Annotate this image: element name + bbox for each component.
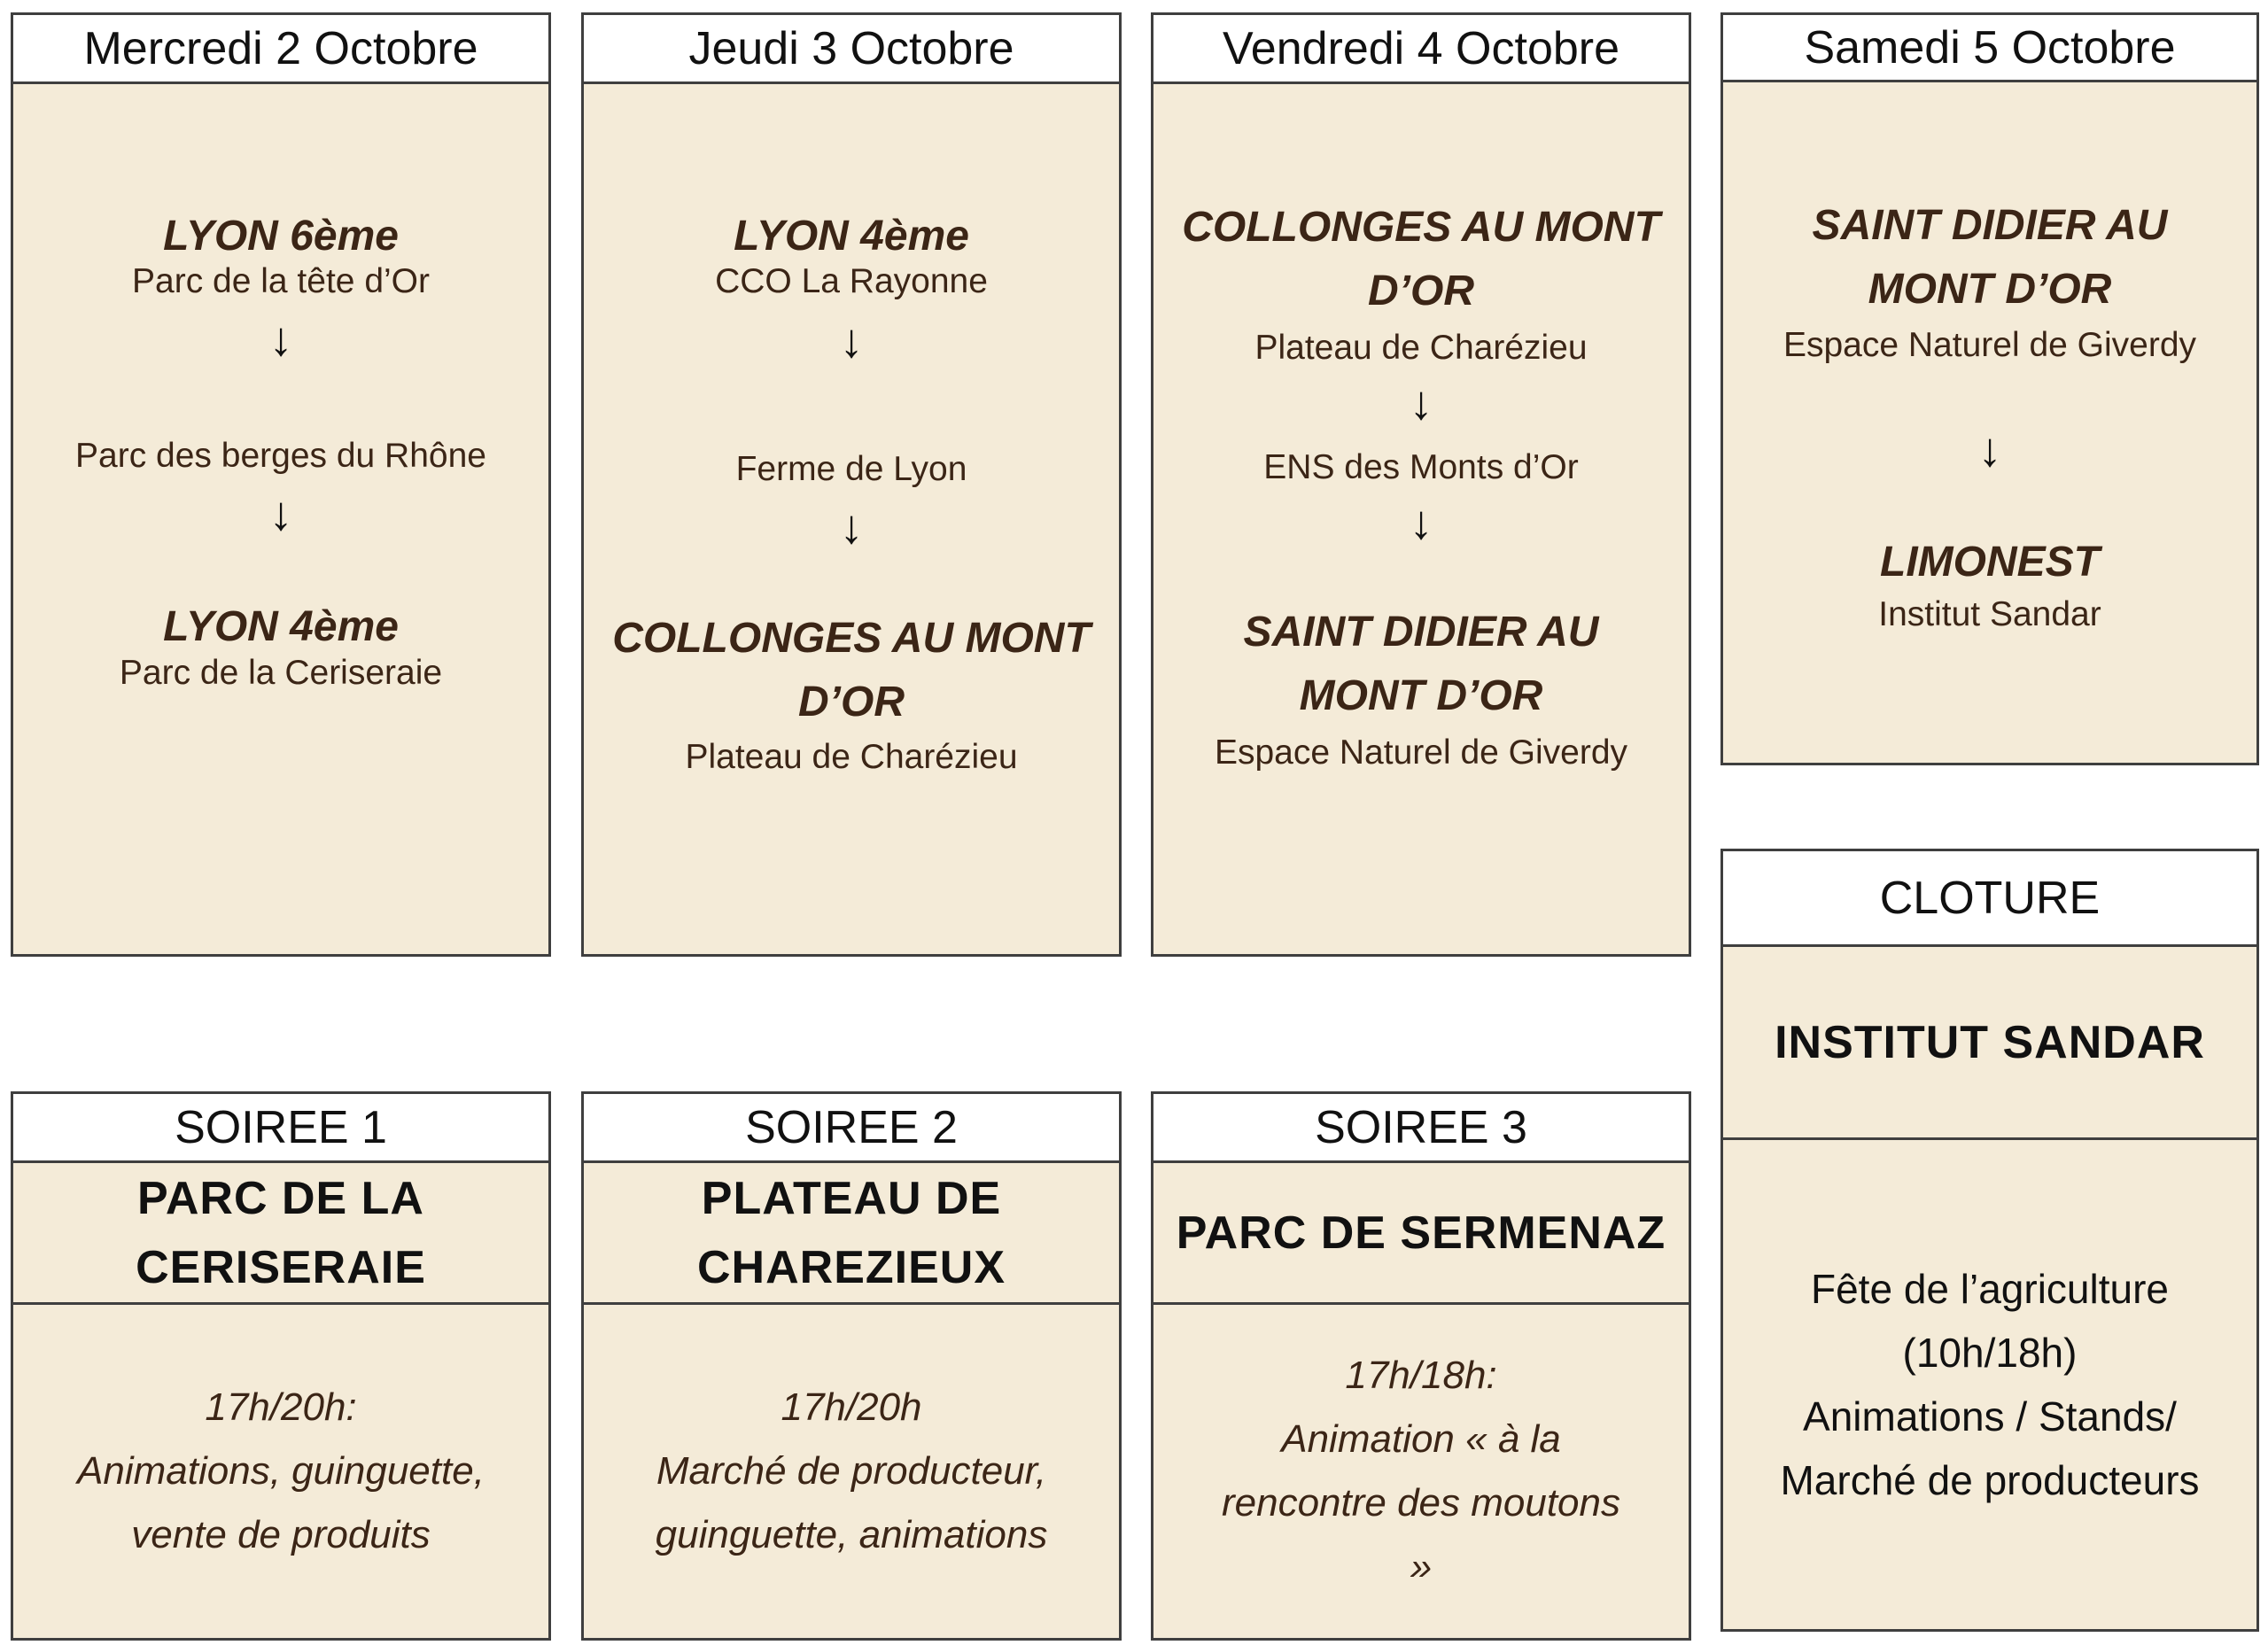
evening-details: [584, 1305, 1119, 1638]
closing-line-market: Marché de producteurs: [1780, 1457, 2200, 1503]
stop-place: Espace Naturel de Giverdy: [1783, 326, 2197, 364]
day-body: [1723, 82, 2256, 763]
evening-venue: PLATEAU DE CHAREZIEUX: [584, 1163, 1119, 1305]
evening-header: SOIREE 2: [584, 1094, 1119, 1163]
stop-city: COLLONGES AU MONT D’OR: [612, 615, 1091, 726]
stop-city: COLLONGES AU MONT D’OR: [1182, 204, 1660, 314]
stop-place: Plateau de Charézieu: [685, 738, 1018, 776]
stop-place: Parc de la Ceriseraie: [119, 654, 443, 692]
day-card-jeudi: [581, 12, 1122, 957]
stop-place: CCO La Rayonne: [715, 262, 988, 300]
closing-line-activities: Animations / Stands/: [1803, 1393, 2177, 1439]
stop-city: LYON 4ème: [734, 213, 969, 260]
stop-city: LIMONEST: [1880, 539, 2100, 586]
down-arrow-icon: ↓: [839, 500, 864, 554]
day-header: Jeudi 3 Octobre: [584, 15, 1119, 84]
evening-time: 17h/20h: [781, 1385, 922, 1429]
evening-time: 17h/18h:: [1345, 1354, 1497, 1397]
day-body: [13, 84, 548, 954]
closing-details: [1723, 1140, 2256, 1629]
down-arrow-icon: ↓: [1977, 423, 2002, 477]
day-body: [1153, 84, 1689, 954]
evening-header: SOIREE 3: [1153, 1094, 1689, 1163]
down-arrow-icon: ↓: [1409, 496, 1433, 549]
stop-city: LYON 6ème: [163, 213, 399, 260]
closing-line-event: Fête de l’agriculture: [1811, 1266, 2169, 1312]
down-arrow-icon: ↓: [268, 313, 293, 366]
down-arrow-icon: ↓: [1409, 376, 1433, 430]
day-card-vendredi: [1151, 12, 1691, 957]
evening-card-1: [11, 1091, 551, 1641]
closing-header: CLOTURE: [1723, 851, 2256, 947]
down-arrow-icon: ↓: [268, 487, 293, 540]
evening-description: Animation « à la rencontre des moutons »: [1221, 1417, 1621, 1588]
stop-place: Plateau de Charézieu: [1254, 329, 1588, 367]
day-header: Mercredi 2 Octobre: [13, 15, 548, 84]
day-header: Vendredi 4 Octobre: [1153, 15, 1689, 84]
stop-city: SAINT DIDIER AU MONT D’OR: [1243, 609, 1599, 719]
stop-place: Parc des berges du Rhône: [75, 437, 486, 475]
stop-place: Espace Naturel de Giverdy: [1214, 733, 1628, 772]
evening-card-3: [1151, 1091, 1691, 1641]
stop-place: Institut Sandar: [1878, 595, 2101, 633]
closing-venue: INSTITUT SANDAR: [1723, 947, 2256, 1140]
closing-card: [1720, 849, 2259, 1632]
stop-place: Ferme de Lyon: [735, 450, 967, 488]
stop-place: ENS des Monts d’Or: [1263, 448, 1579, 486]
evening-time: 17h/20h:: [205, 1385, 357, 1429]
evening-venue: PARC DE LA CERISERAIE: [13, 1163, 548, 1305]
evening-details: [13, 1305, 548, 1638]
stop-place: Parc de la tête d’Or: [132, 262, 430, 300]
day-body: [584, 84, 1119, 954]
evening-description: Marché de producteur, guinguette, animations: [655, 1449, 1048, 1556]
stop-city: LYON 4ème: [163, 603, 399, 650]
down-arrow-icon: ↓: [839, 314, 864, 368]
stop-city: SAINT DIDIER AU MONT D’OR: [1812, 202, 2168, 313]
closing-line-hours: (10h/18h): [1902, 1330, 2078, 1376]
evening-venue: PARC DE SERMENAZ: [1153, 1163, 1689, 1305]
evening-details: [1153, 1305, 1689, 1638]
evening-header: SOIREE 1: [13, 1094, 548, 1163]
day-card-samedi: [1720, 12, 2259, 765]
day-header: Samedi 5 Octobre: [1723, 15, 2256, 82]
evening-description: Animations, guinguette, vente de produits: [77, 1449, 485, 1556]
day-card-mercredi: [11, 12, 551, 957]
evening-card-2: [581, 1091, 1122, 1641]
